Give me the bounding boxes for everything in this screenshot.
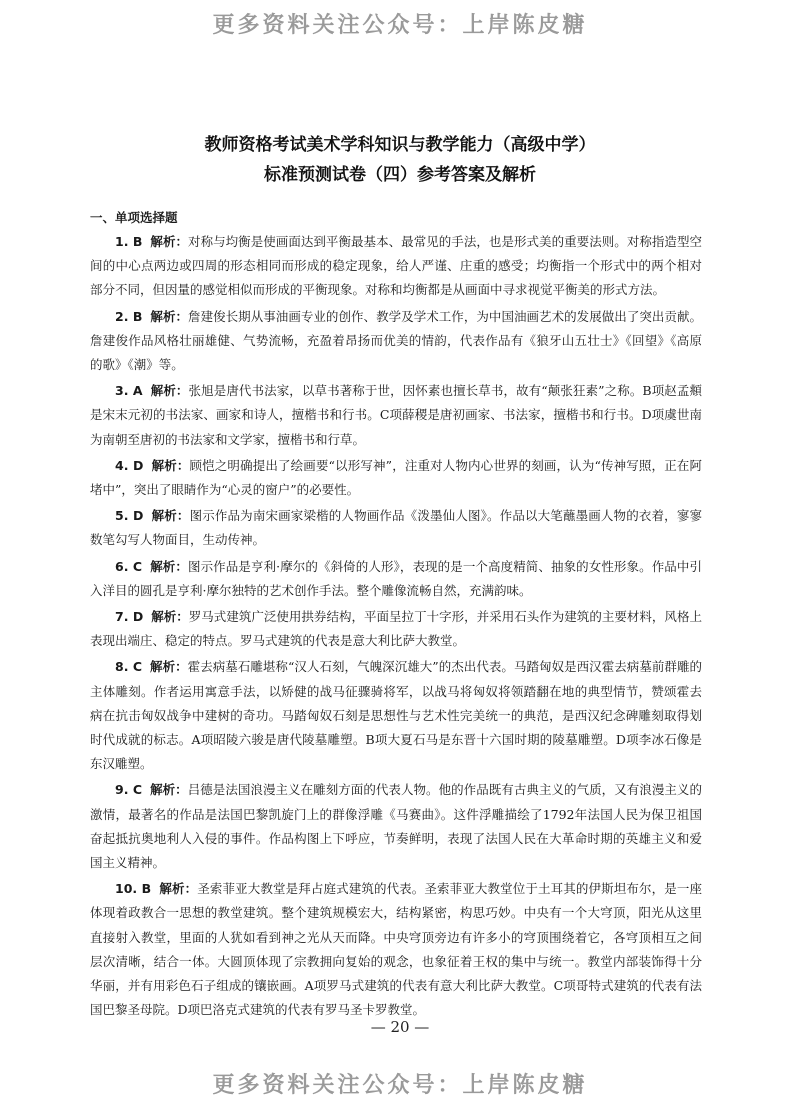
watermark-bottom: 更多资料关注公众号：上岸陈皮糖 [212, 1073, 588, 1098]
document-title [0, 130, 800, 190]
analysis-tag: 解析： [151, 609, 189, 625]
title-line-2: 标准预测试卷（四）参考答案及解析 [264, 165, 536, 185]
explanation-text: 对称与均衡是使画面达到平衡最基本、最常见的手法，也是形式美的重要法则。对称指造型空间的中心点两边或四周的形态相同而形成的稳定现象，给人严谨、庄重的感受；均衡指一个形式中的两个相对部分不同，但因量的感觉相似而形成的平衡现象。对称和均衡都是从画面中寻求视觉平衡美的形式方法。 [90, 234, 703, 298]
question-label: 2. B [115, 308, 143, 324]
question-explanation-5 [90, 504, 702, 552]
page-number: — 20 — [370, 1018, 430, 1036]
explanation-text: 霍去病墓石雕堪称“汉人石刻，气魄深沉雄大”的杰出代表。马踏匈奴是西汉霍去病墓前群雕的主体雕刻。作者运用寓意手法，以矫健的战马征骤骑将军，以战马将匈奴将领踏翻在地的典型情节，赞颂霍去病在抗击匈奴战争中建树的奇功。马踏匈奴石刻是思想性与艺术性完美统一的典范，是西汉纪念碑雕刻取得划时代成就的标志。A项昭陵六骏是唐代陵墓雕塑。B项大夏石马是东晋十六国时期的陵墓雕塑。D项李冰石像是东汉雕塑。 [90, 659, 702, 772]
question-explanation-1 [90, 230, 702, 303]
explanation-text: 顾恺之明确提出了绘画要“以形写神”，注重对人物内心世界的刻画，认为“传神写照，正在阿堵中”，突出了眼睛作为“心灵的窗户”的必要性。 [90, 457, 702, 498]
question-explanation-4 [90, 454, 702, 502]
question-label: 4. D [115, 457, 144, 473]
question-explanation-10 [90, 877, 702, 1022]
explanation-text: 图示作品是亨利·摩尔的《斜倚的人形》，表现的是一个高度精简、抽象的女性形象。作品中引入洋目的圆孔是亨利·摩尔独特的艺术创作手法。整个雕像流畅自然，充满韵味。 [90, 558, 702, 598]
question-label: 9. C [115, 782, 143, 798]
analysis-tag: 解析： [150, 558, 188, 574]
analysis-tag: 解析： [150, 659, 188, 675]
question-explanation-8 [90, 655, 702, 776]
analysis-tag: 解析： [151, 457, 190, 473]
question-explanation-9 [90, 778, 702, 875]
question-explanation-3 [90, 379, 702, 452]
explanation-text: 詹建俊长期从事油画专业的创作、教学及学术工作，为中国油画艺术的发展做出了突出贡献。詹建俊作品风格壮丽雄健、气势流畅，充盈着昂扬而优美的情韵，代表作品有《狼牙山五壮士》《回望》《高原的歌》《潮》等。 [90, 308, 703, 373]
explanation-text: 吕德是法国浪漫主义在雕刻方面的代表人物。他的作品既有古典主义的气质，又有浪漫主义的激情，最著名的作品是法国巴黎凯旋门上的群像浮雕《马赛曲》。这件浮雕描绘了1792年法国人民为保卫祖国奋起抵抗奥地利人入侵的事件。作品构图上下呼应，节奏鲜明，表现了法国人民在大革命时期的英雄主义和爱国主义精神。 [90, 782, 702, 871]
question-label: 10. B [115, 881, 152, 897]
answer-content [90, 208, 702, 1025]
analysis-tag: 解析： [150, 234, 189, 249]
analysis-tag: 解析： [150, 383, 189, 399]
analysis-tag: 解析： [150, 782, 188, 798]
question-explanation-7 [90, 605, 702, 653]
watermark-top: 更多资料关注公众号：上岸陈皮糖 [212, 13, 588, 38]
explanation-text: 圣索菲亚大教堂是拜占庭式建筑的代表。圣索菲亚大教堂位于土耳其的伊斯坦布尔，是一座体现着政教合一思想的教堂建筑。整个建筑规模宏大，结构紧密，构思巧妙。中央有一个大穹顶，阳光从这里直接射入教堂，里面的人犹如看到神之光从天而降。中央穹顶旁边有许多小的穹顶围绕着它，各穹顶相互之间层次清晰，结合一体。大圆顶体现了宗教拥向复始的观念，也象征着王权的集中与统一。教堂内部装饰得十分华丽，并有用彩色石子组成的镶嵌画。A项罗马式建筑的代表有意大利比萨大教堂。C项哥特式建筑的代表有法国巴黎圣母院。D项巴洛克式建筑的代表有罗马圣卡罗教堂。 [90, 881, 702, 1018]
question-label: 6. C [115, 558, 143, 574]
question-explanation-2 [90, 305, 702, 378]
explanation-text: 图示作品为南宋画家梁楷的人物画作品《泼墨仙人图》。作品以大笔蘸墨画人物的衣着，寥寥数笔勾写人物面目，生动传神。 [90, 508, 702, 548]
question-label: 3. A [115, 383, 143, 399]
analysis-tag: 解析： [151, 508, 190, 524]
question-label: 8. C [115, 659, 143, 675]
analysis-tag: 解析： [159, 881, 198, 897]
question-label: 1. B [115, 234, 143, 249]
explanation-text: 张旭是唐代书法家，以草书著称于世，因怀素也擅长草书，故有“颠张狂素”之称。B项赵孟頫是宋末元初的书法家、画家和诗人，擅楷书和行书。C项薛稷是唐初画家、书法家，擅楷书和行书。D项虞世南为南朝至唐初的书法家和文学家，擅楷书和行草。 [90, 383, 702, 447]
title-line-1: 教师资格考试美术学科知识与教学能力（高级中学） [204, 135, 596, 155]
question-label: 5. D [115, 508, 144, 524]
section-heading: 一、单项选择题 [90, 210, 178, 225]
analysis-tag: 解析： [150, 308, 189, 324]
question-explanation-6 [90, 555, 702, 603]
question-label: 7. D [115, 609, 144, 625]
explanation-text: 罗马式建筑广泛使用拱券结构，平面呈拉丁十字形，并采用石头作为建筑的主要材料，风格上表现出端庄、稳定的特点。罗马式建筑的代表是意大利比萨大教堂。 [90, 609, 702, 649]
